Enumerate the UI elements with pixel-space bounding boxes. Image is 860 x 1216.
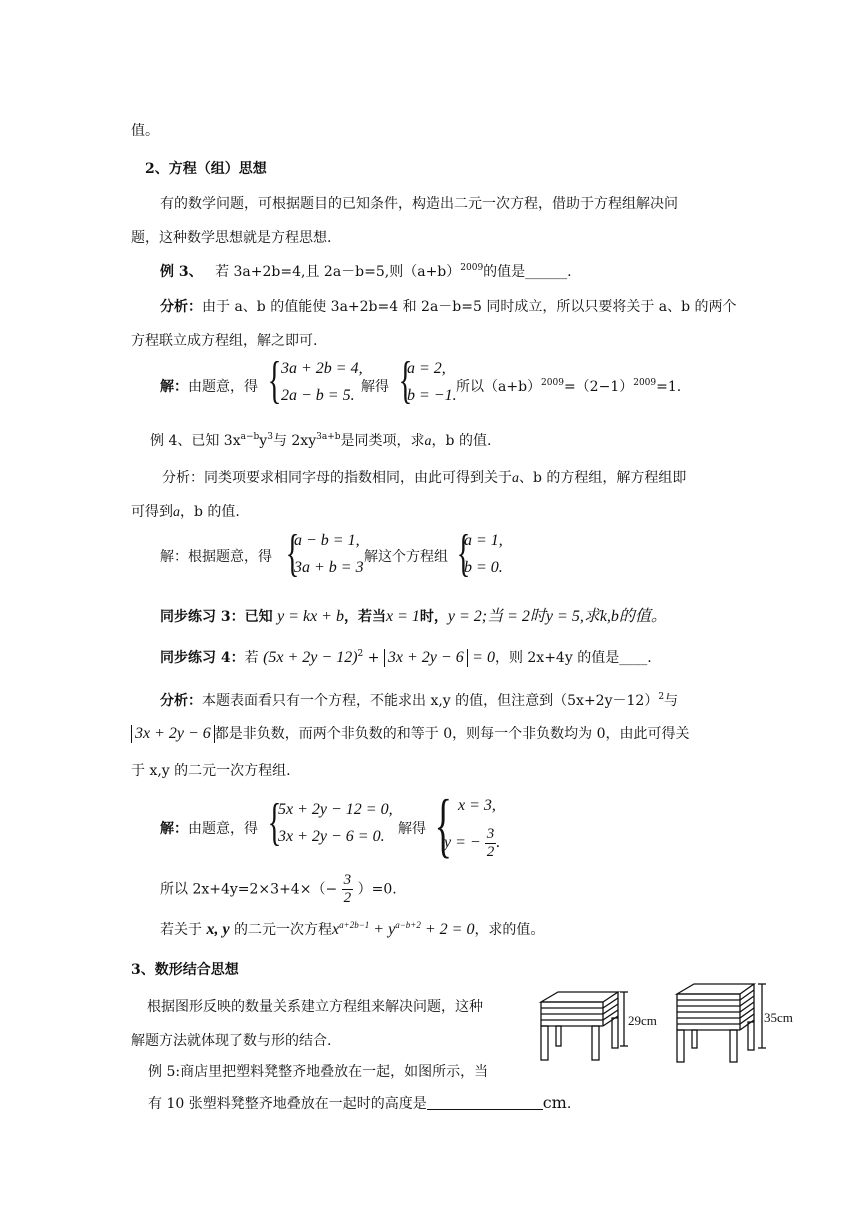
result-text: =1. [656, 379, 682, 395]
practice-text: 时， [419, 609, 448, 625]
example-text: 与 2xy [272, 433, 317, 449]
absolute-value: 3x + 2y − 6 [131, 725, 215, 743]
solution-1 [160, 376, 258, 396]
height-label-29: 29cm [628, 1013, 657, 1028]
equation: a − b = 1, [294, 532, 360, 549]
equation [444, 826, 500, 861]
practice-3 [160, 603, 667, 626]
left-brace: { [398, 352, 413, 409]
exponent: a−b+2 [395, 920, 421, 930]
exponent: 3 [267, 432, 273, 442]
period: . [566, 1096, 572, 1112]
fraction [342, 872, 354, 907]
exponent: 2009 [541, 378, 564, 388]
solution-3 [160, 818, 258, 838]
analysis-text: 都是非负数，而两个非负数的和等于 0，则每一个非负数均为 0，由此可得关 [214, 726, 690, 742]
plus-sign: + [367, 650, 380, 666]
math-expression: . [496, 834, 501, 852]
analysis-text: 可得到 [131, 504, 173, 520]
equation: x = 3, [458, 797, 496, 814]
denominator: 2 [486, 844, 495, 860]
example-tail: 的值是______. [483, 264, 572, 280]
math-expression: + 2 = 0 [420, 921, 475, 938]
example-text: 若 3a+2b=4,且 2a－b=5,则（a+b） [215, 264, 461, 280]
equation: 3x + 2y − 6 = 0. [278, 828, 385, 845]
exponent: 2009 [633, 378, 657, 388]
result-text: 所以 2x+4y=2×3+4×（− [160, 881, 338, 898]
variable: y [388, 921, 396, 938]
equation: 3a + 2b = 4, [281, 360, 363, 377]
analysis-line: 方程联立成方程组，解之即可. [131, 333, 318, 349]
equation: 5x + 2y − 12 = 0, [278, 801, 393, 818]
variable: a [512, 471, 519, 486]
analysis-text: 、b 的方程组，解方程组即 [519, 470, 687, 486]
numerator: 3 [343, 872, 352, 888]
paragraph-line: 有的数学问题，可根据题目的已知条件，构造出二元一次方程，借助于方程组解决问 [160, 196, 678, 212]
analysis-3 [160, 690, 678, 710]
example-3 [160, 261, 572, 281]
equation: a = 1, [464, 532, 503, 549]
absolute-value: 3x + 2y − 6 [384, 649, 468, 667]
exponent: a−b [240, 432, 260, 442]
solution-text: 解这个方程组 [364, 549, 448, 565]
math-expression: y = − [444, 834, 481, 852]
solution-result [160, 872, 397, 907]
equation: 3a + b = 3 [294, 559, 364, 576]
example-text: 是同类项，求 [340, 433, 425, 449]
solution-text: 由题意，得 [188, 821, 258, 837]
solution-result [456, 376, 681, 396]
stool-stack-small [541, 992, 628, 1060]
solution-text: 解得 [361, 379, 389, 395]
math-expression: x = 1 [385, 608, 420, 625]
question-text: ，求的值。 [474, 922, 545, 938]
paragraph-line: 解题方法就体现了数与形的结合. [131, 1033, 332, 1049]
exponent: 2009 [460, 263, 484, 273]
question-text: 若关于 [160, 922, 202, 938]
practice-text: ，若当 [343, 609, 386, 625]
section-heading: 2、方程（组）思想 [145, 161, 267, 177]
analysis-text: 与 [664, 693, 679, 709]
left-brace: { [267, 352, 282, 409]
analysis-line [131, 723, 690, 743]
exponent: a+2b−1 [339, 920, 370, 930]
exponent: 2 [357, 649, 364, 659]
equation: 2a − b = 5. [281, 387, 355, 404]
example-label: 例 3、 [160, 264, 203, 280]
math-expression: = 0 [472, 649, 495, 666]
variable: a [424, 434, 432, 449]
equation: b = 0. [464, 559, 503, 576]
exponent: 2 [658, 692, 665, 702]
analysis-label: 分析： [160, 299, 202, 315]
solution-label: 解： [160, 379, 188, 395]
variable: x [332, 921, 340, 938]
result-text: ）=0. [357, 881, 397, 898]
paragraph-line: 题，这种数学思想就是方程思想. [131, 230, 332, 246]
height-label-35: 35cm [764, 1010, 793, 1025]
math-expression: y = 2;当 = 2时y = 5,求k,b的值。 [447, 608, 667, 625]
unit: cm [542, 1093, 567, 1112]
result-text: =（2−1） [563, 379, 634, 395]
analysis-text: 分析：同类项要求相同字母的指数相同，由此可得到关于 [162, 470, 512, 486]
stool-stack-large [677, 984, 766, 1062]
stacked-stools-figure [536, 978, 828, 1068]
analysis-line [131, 501, 240, 521]
question-5 [160, 919, 544, 939]
math-expression: (5x + 2y − 12) [263, 649, 358, 666]
practice-text: 若 [244, 650, 259, 666]
analysis-text: 由于 a、b 的值能使 3a+2b=4 和 2a－b=5 同时成立，所以只要将关于 a、b 的两个 [202, 299, 737, 315]
left-brace: { [434, 785, 452, 865]
solution-label: 解： [160, 821, 188, 837]
answer-blank [427, 1109, 543, 1110]
numerator: 3 [486, 826, 495, 842]
example-text: y [259, 433, 268, 449]
question-text: 的二元一次方程 [234, 922, 333, 938]
analysis-label: 分析： [160, 693, 202, 709]
fraction [485, 826, 497, 861]
math-expression: x, y [206, 921, 230, 938]
left-brace: { [456, 525, 471, 582]
practice-4 [160, 647, 652, 667]
example-4 [150, 430, 491, 450]
practice-label: 同步练习 4： [160, 650, 245, 666]
practice-text: ，则 2x+4y 的值是____. [494, 650, 652, 666]
practice-label: 同步练习 3：已知 [160, 609, 273, 625]
math-expression: y = kx + b [277, 608, 344, 625]
solution-text: 由题意，得 [188, 379, 258, 395]
left-brace: { [267, 794, 282, 851]
paragraph-line: 根据图形反映的数量关系建立方程组来解决问题，这种 [147, 999, 483, 1015]
left-brace: { [285, 525, 300, 582]
solution-text: 解得 [398, 821, 426, 837]
example-text: ，b 的值. [431, 433, 492, 449]
solution-2-text: 解：根据题意，得 [160, 549, 272, 565]
example-5: 例 5:商店里把塑料凳整齐地叠放在一起，如图所示，当 [148, 1064, 489, 1080]
analysis-1 [160, 296, 737, 316]
analysis-text: 本题表面看只有一个方程，不能求出 x,y 的值，但注意到（5x+2y－12） [202, 693, 659, 709]
result-text: 所以（a+b） [456, 379, 542, 395]
analysis-line: 于 x,y 的二元一次方程组. [131, 763, 291, 779]
plus-sign: + [369, 921, 389, 938]
section-heading: 3、数形结合思想 [131, 962, 239, 978]
example-text: 有 10 张塑料凳整齐地叠放在一起时的高度是 [148, 1096, 427, 1112]
equation: a = 2, [407, 360, 446, 377]
example-5-line [148, 1093, 571, 1113]
example-text: 例 4、已知 3x [150, 433, 241, 449]
denominator: 2 [343, 890, 352, 906]
analysis-2 [162, 467, 686, 487]
equation: b = −1. [407, 387, 457, 404]
text-line: 值。 [131, 123, 159, 139]
analysis-text: ，b 的值. [180, 504, 240, 520]
exponent: 3a+b [316, 432, 341, 442]
variable: a [173, 505, 180, 520]
